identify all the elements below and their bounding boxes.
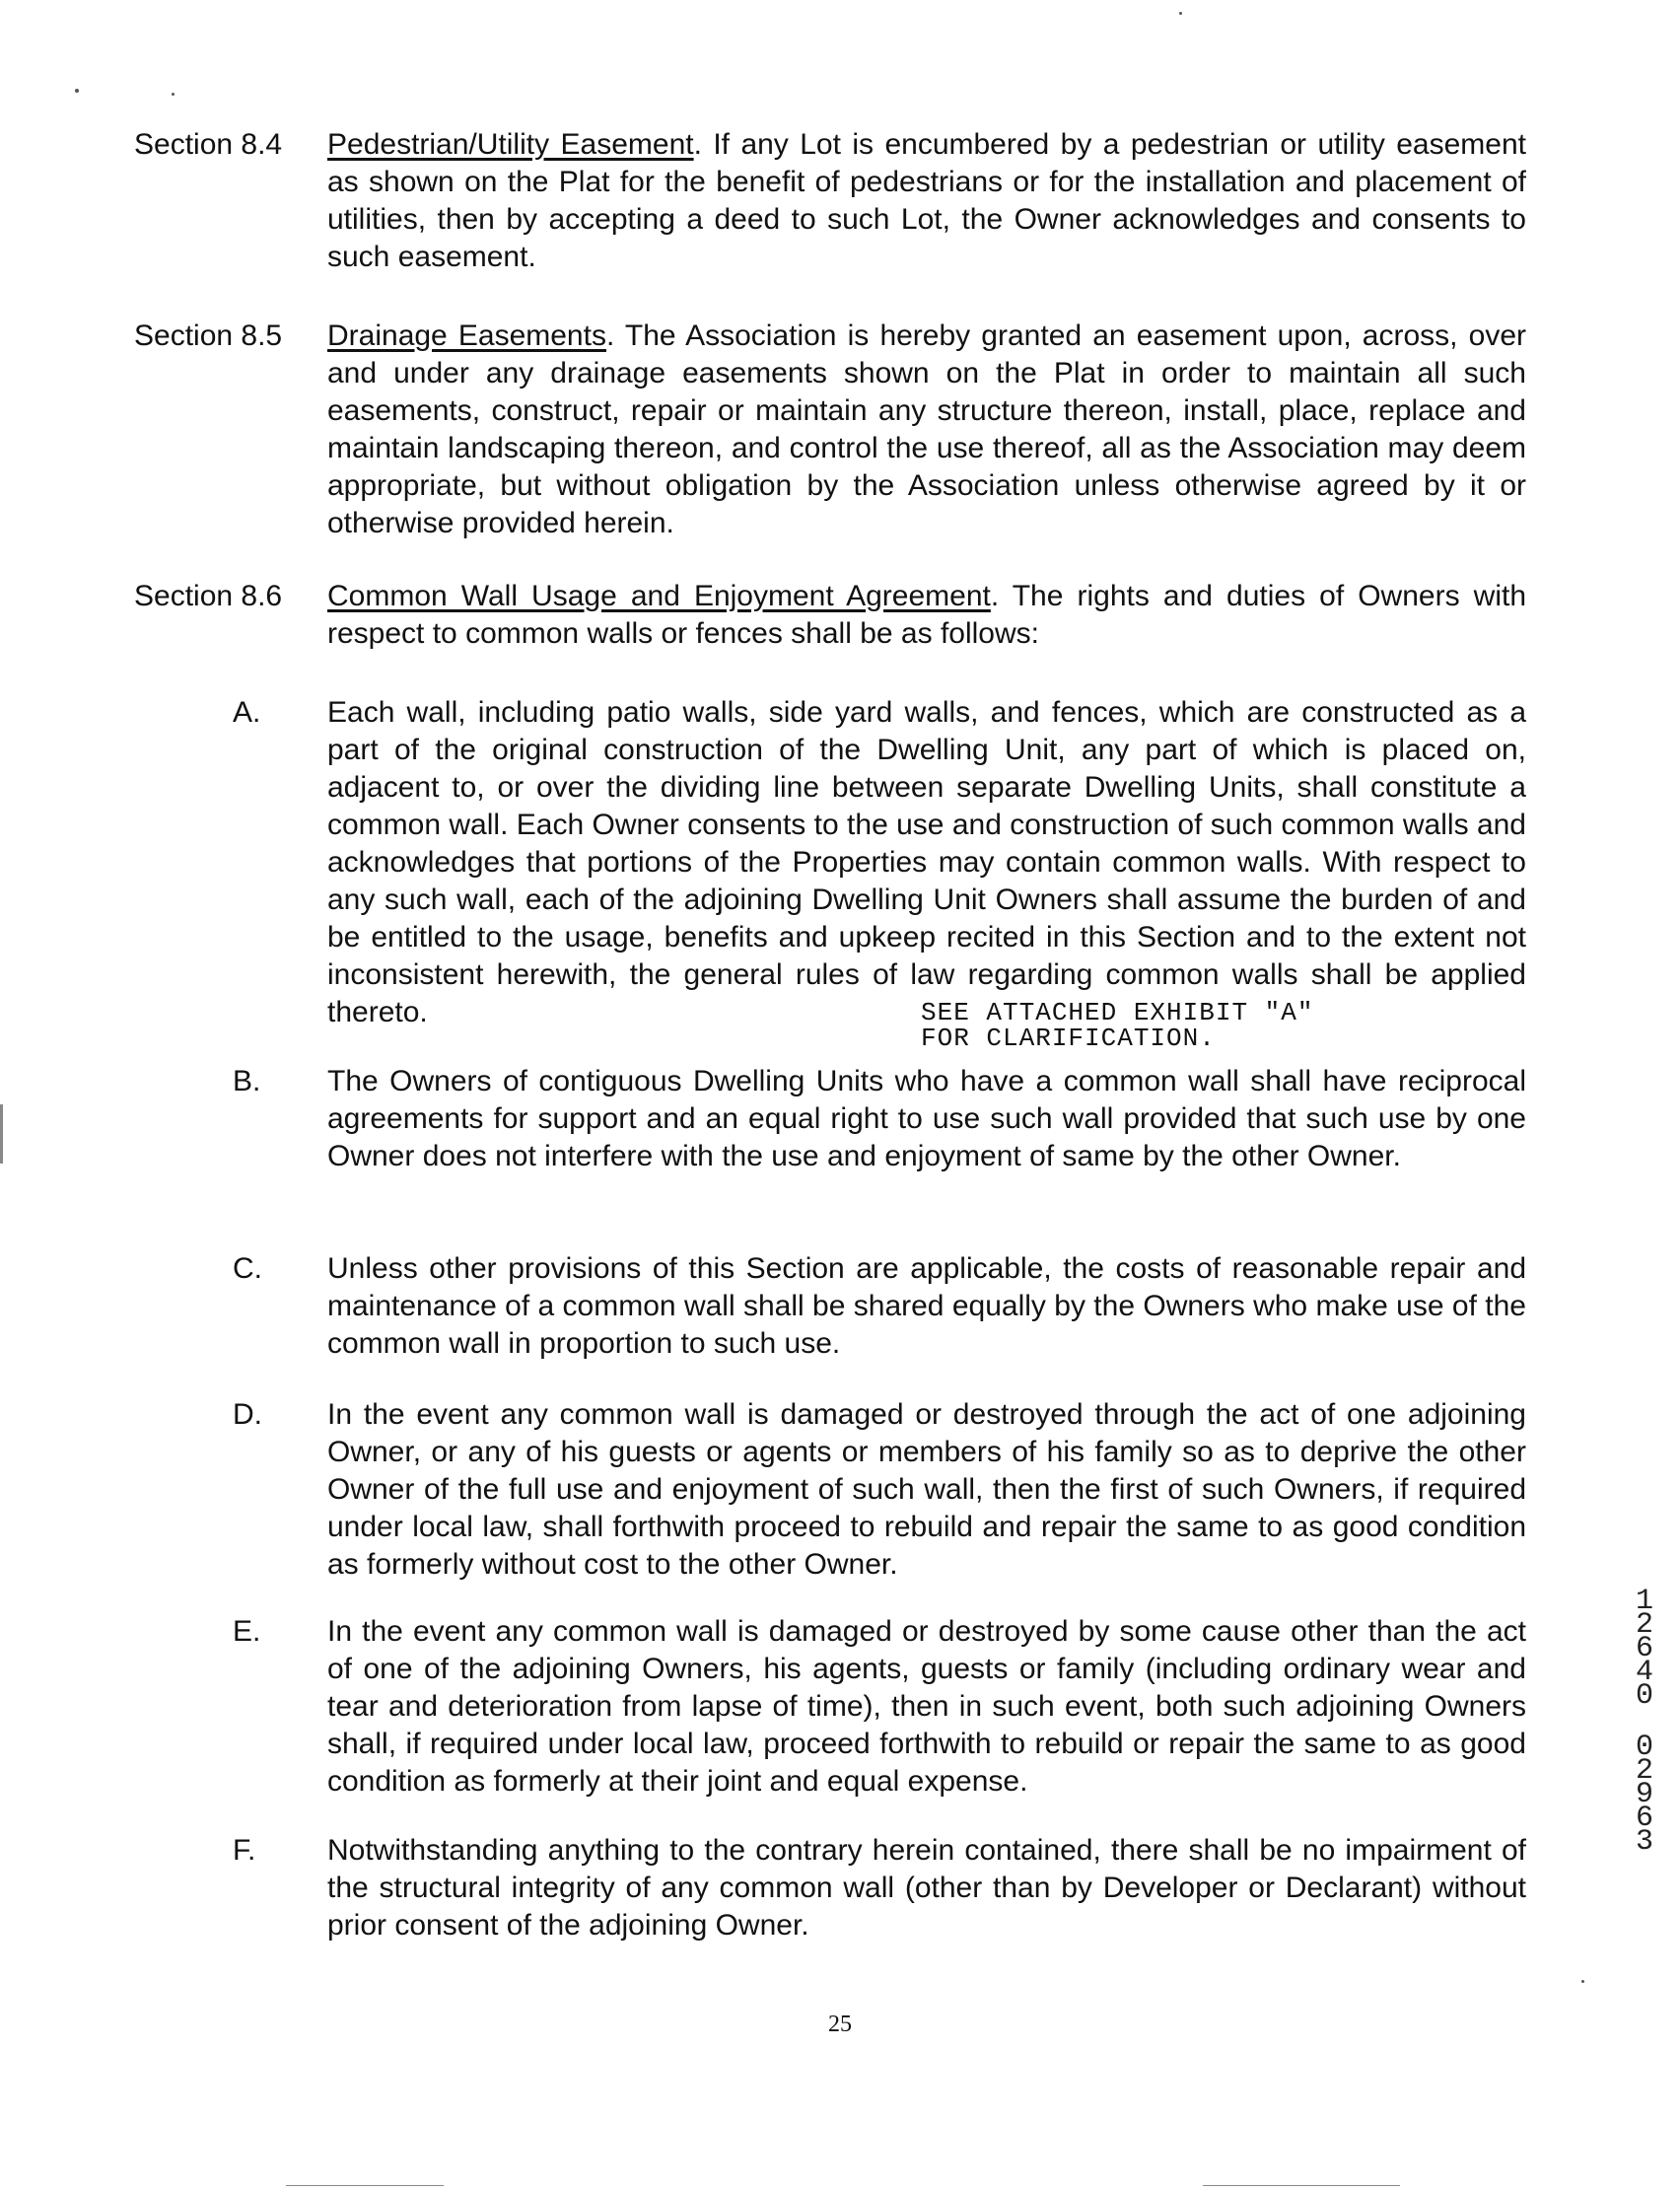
margin-digit: 1 [1635,1585,1653,1618]
margin-digit: 0 [1635,1679,1653,1713]
section-body [327,318,1526,542]
margin-digit: 4 [1635,1656,1653,1689]
scan-speck [1179,12,1182,15]
item-text: Notwithstanding anything to the contrary herein contained, there shall be no impairment of the structural integrity of any common wall (other than by Developer or Declarant) without prior consent of the adjoining Owner. [327,1834,1526,1942]
margin-digit: 3 [1635,1825,1653,1859]
typed-annotation [921,1000,1313,1051]
section-body [327,578,1526,653]
margin-digit: 6 [1635,1632,1653,1665]
scan-edge-mark [286,2185,444,2186]
item-letter: F. [233,1834,256,1867]
margin-digit: 9 [1635,1778,1653,1811]
item-text: In the event any common wall is damaged or destroyed by some cause other than the act of one of the adjoining Owners, his agents, guests or family (including ordinary wear and tear and deterioration from lapse of time), then in such event, both such adjoining Owners shall, if required under local law, proceed forthwith to rebuild or repair the same to as good condition as formerly at their joint and equal expense. [327,1615,1526,1798]
section-title: Common Wall Usage and Enjoyment Agreement [327,580,991,612]
section-text: . The rights and duties of Owners with respect to common walls or fences shall be as follows: [327,580,1526,650]
margin-digit: 2 [1635,1608,1653,1642]
item-letter: D. [233,1398,262,1431]
section-text: . If any Lot is encumbered by a pedestrian or utility easement as shown on the Plat for the benefit of pedestrians or for the installation and placement of utilities, then by accepting a deed to such Lot, the Owner acknowledges and consents to such easement. [327,128,1526,273]
section-body [327,126,1526,276]
section-label: Section 8.6 [134,580,283,612]
scan-speck [1581,1980,1584,1983]
scan-speck [75,89,79,93]
margin-recording-number [1627,1585,1662,1859]
scan-edge-mark [0,1104,3,1164]
section-label: Section 8.4 [134,128,283,161]
item-text: The Owners of contiguous Dwelling Units who have a common wall shall have reciprocal agreements for support and an equal right to use such wall provided that such use by one Owner does not interfere with the use and enjoyment of same by the other Owner. [327,1065,1526,1172]
margin-digit: 0 [1635,1731,1653,1764]
margin-digit: 6 [1635,1802,1653,1835]
item-letter: B. [233,1065,261,1097]
item-text: Unless other provisions of this Section are applicable, the costs of reasonable repair and maintenance of a common wall shall be shared equally by the Owners who make use of the common wall in proportion to such use. [327,1252,1526,1360]
scan-edge-mark [1203,2185,1400,2186]
typed-annotation-line: SEE ATTACHED EXHIBIT "A" [921,998,1314,1027]
section-label: Section 8.5 [134,319,283,352]
typed-annotation-line: FOR CLARIFICATION. [921,1024,1216,1053]
item-letter: E. [233,1615,261,1648]
item-text: In the event any common wall is damaged or destroyed through the act of one adjoining Owner, or any of his guests or agents or members of his family so as to deprive the other Owner of the full use and enjoyment of such wall, then the first of such Owners, if required under local law, shall forthwith proceed to rebuild and repair the same to as good condition as formerly without cost to the other Owner. [327,1398,1526,1581]
section-title: Drainage Easements [327,319,606,352]
section-title: Pedestrian/Utility Easement [327,128,694,161]
section-text: . The Association is hereby granted an easement upon, across, over and under any drainage easements shown on the Plat in order to maintain all such easements, construct, repair or maintain any structure thereon, install, place, replace and maintain landscaping thereon, and control the use thereof, all as the Association may deem appropriate, but without obligation by the Association unless otherwise agreed by it or otherwise provided herein. [327,319,1527,539]
scan-speck [172,93,175,96]
item-text: Each wall, including patio walls, side yard walls, and fences, which are constructed as a part of the original construction of the Dwelling Unit, any part of which is placed on, adjacent to, or over the dividing line between separate Dwelling Units, shall constitute a common wall. Each Owner consents to the use and construction of such common walls and acknowledges that portions of the Properties may contain common walls. With respect to any such wall, each of the adjoining Dwelling Unit Owners shall assume the burden of and be entitled to the usage, benefits and upkeep recited in this Section and to the extent not inconsistent herewith, the general rules of law regarding common walls shall be applied thereto. [327,696,1526,1028]
item-letter: C. [233,1252,262,1285]
item-letter: A. [233,696,261,729]
margin-digit: 2 [1635,1754,1653,1788]
page-number: 25 [828,2012,852,2037]
